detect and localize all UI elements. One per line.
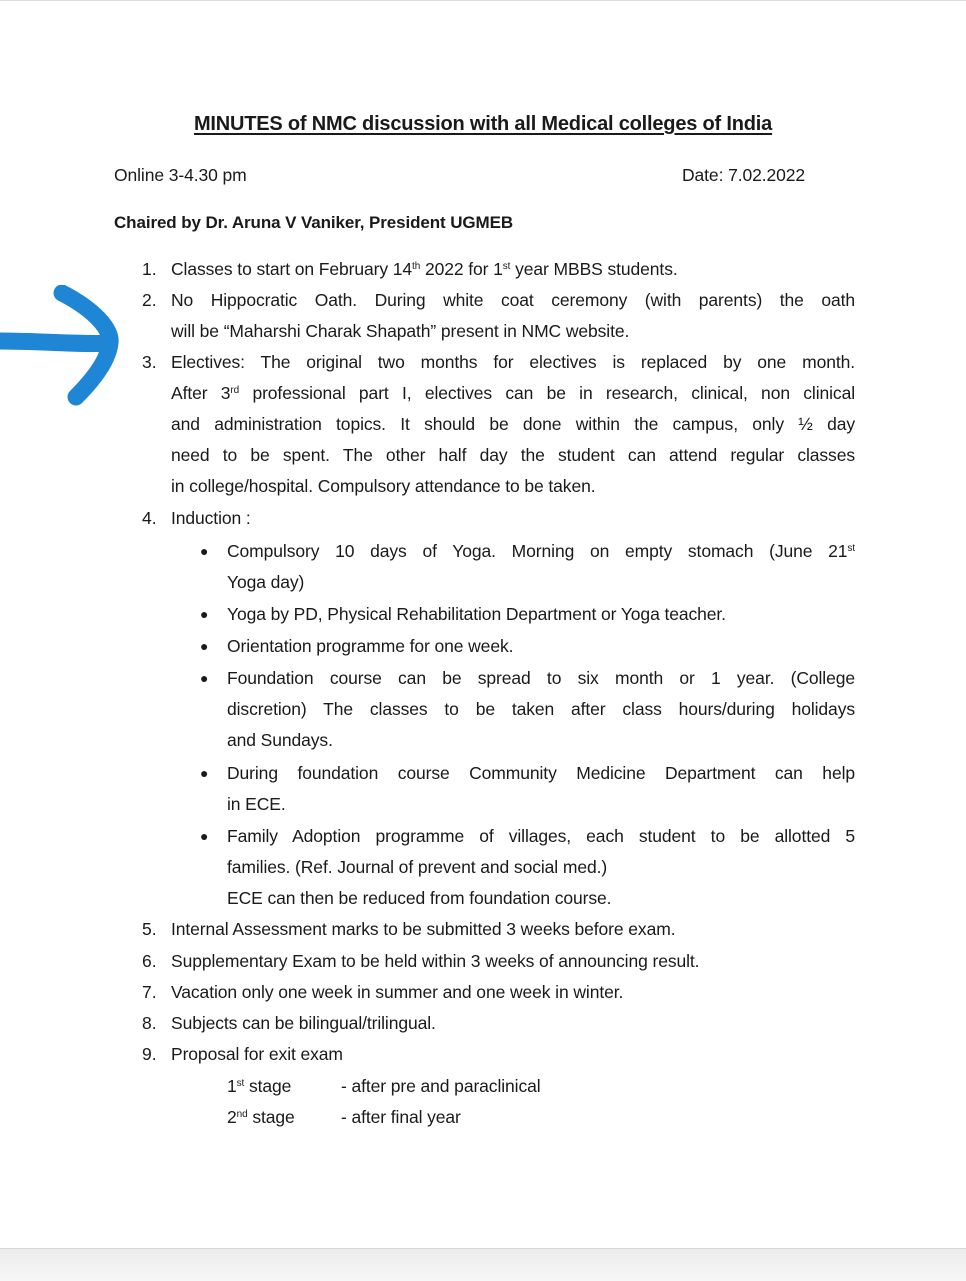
item-number: 9. xyxy=(142,1044,157,1064)
meeting-time: Online 3-4.30 pm xyxy=(114,165,247,185)
item-number: 5. xyxy=(142,919,157,939)
item-number: 6. xyxy=(142,951,157,971)
item-text-line: Electives: The original two months for electives is replaced by one month. xyxy=(171,352,855,372)
item-number: 8. xyxy=(142,1013,157,1033)
item-number: 4. xyxy=(142,508,157,528)
hand-drawn-arrow-icon xyxy=(0,285,120,410)
item-text-line: need to be spent. The other half day the student can attend regular classes xyxy=(171,445,855,465)
item-text-line: Supplementary Exam to be held within 3 weeks of announcing result. xyxy=(171,951,700,971)
bullet-text-line: discretion) The classes to be taken after class hours/during holidays xyxy=(227,699,855,719)
bullet-icon: ● xyxy=(200,765,209,781)
bullet-text-line: Compulsory 10 days of Yoga. Morning on empty stomach (June 21st xyxy=(227,541,855,561)
bullet-icon: ● xyxy=(200,606,209,622)
item-text-line: Subjects can be bilingual/trilingual. xyxy=(171,1013,436,1033)
item-number: 2. xyxy=(142,290,157,310)
exit-stage-label: 1st stage xyxy=(227,1076,292,1096)
item-text-line: Classes to start on February 14th 2022 for 1st year MBBS students. xyxy=(171,259,678,279)
bullet-icon: ● xyxy=(200,670,209,686)
bullet-icon: ● xyxy=(200,828,209,844)
item-number: 7. xyxy=(142,982,157,1002)
bottom-bar xyxy=(0,1248,966,1281)
item-text-line: Proposal for exit exam xyxy=(171,1044,343,1064)
item-text-line: in college/hospital. Compulsory attendance to be taken. xyxy=(171,476,596,496)
bullet-icon: ● xyxy=(200,543,209,559)
bullet-text-line: in ECE. xyxy=(227,794,286,814)
item-number: 3. xyxy=(142,352,157,372)
item-number: 1. xyxy=(142,259,157,279)
bullet-text-line: During foundation course Community Medicine Department can help xyxy=(227,763,855,783)
bullet-text-line: Foundation course can be spread to six month or 1 year. (College xyxy=(227,668,855,688)
exit-stage-description: - after pre and paraclinical xyxy=(341,1076,541,1096)
bullet-text-line: Yoga day) xyxy=(227,572,305,592)
item-text-line: After 3rd professional part I, electives can be in research, clinical, non clinical xyxy=(171,383,855,403)
bullet-text-line: Family Adoption programme of villages, each student to be allotted 5 xyxy=(227,826,855,846)
bullet-text-line: families. (Ref. Journal of prevent and social med.) xyxy=(227,857,608,877)
item-text-line: Vacation only one week in summer and one week in winter. xyxy=(171,982,624,1002)
bullet-text-line: ECE can then be reduced from foundation course. xyxy=(227,888,612,908)
bullet-text-line: Yoga by PD, Physical Rehabilitation Department or Yoga teacher. xyxy=(227,604,726,624)
item-text-line: No Hippocratic Oath. During white coat ceremony (with parents) the oath xyxy=(171,290,855,310)
exit-stage-description: - after final year xyxy=(341,1107,461,1127)
item-text-line: and administration topics. It should be done within the campus, only ½ day xyxy=(171,414,855,434)
item-text-line: Induction : xyxy=(171,508,251,528)
bullet-text-line: and Sundays. xyxy=(227,730,333,750)
meeting-date: Date: 7.02.2022 xyxy=(682,165,806,185)
item-text-line: will be “Maharshi Charak Shapath” present in NMC website. xyxy=(171,321,630,341)
item-text-line: Internal Assessment marks to be submitted 3 weeks before exam. xyxy=(171,919,676,939)
document-title: MINUTES of NMC discussion with all Medical colleges of India xyxy=(193,113,773,135)
bullet-text-line: Orientation programme for one week. xyxy=(227,636,514,656)
bullet-icon: ● xyxy=(200,638,209,654)
exit-stage-label: 2nd stage xyxy=(227,1107,295,1127)
chair-line: Chaired by Dr. Aruna V Vaniker, President UGMEB xyxy=(114,213,514,232)
